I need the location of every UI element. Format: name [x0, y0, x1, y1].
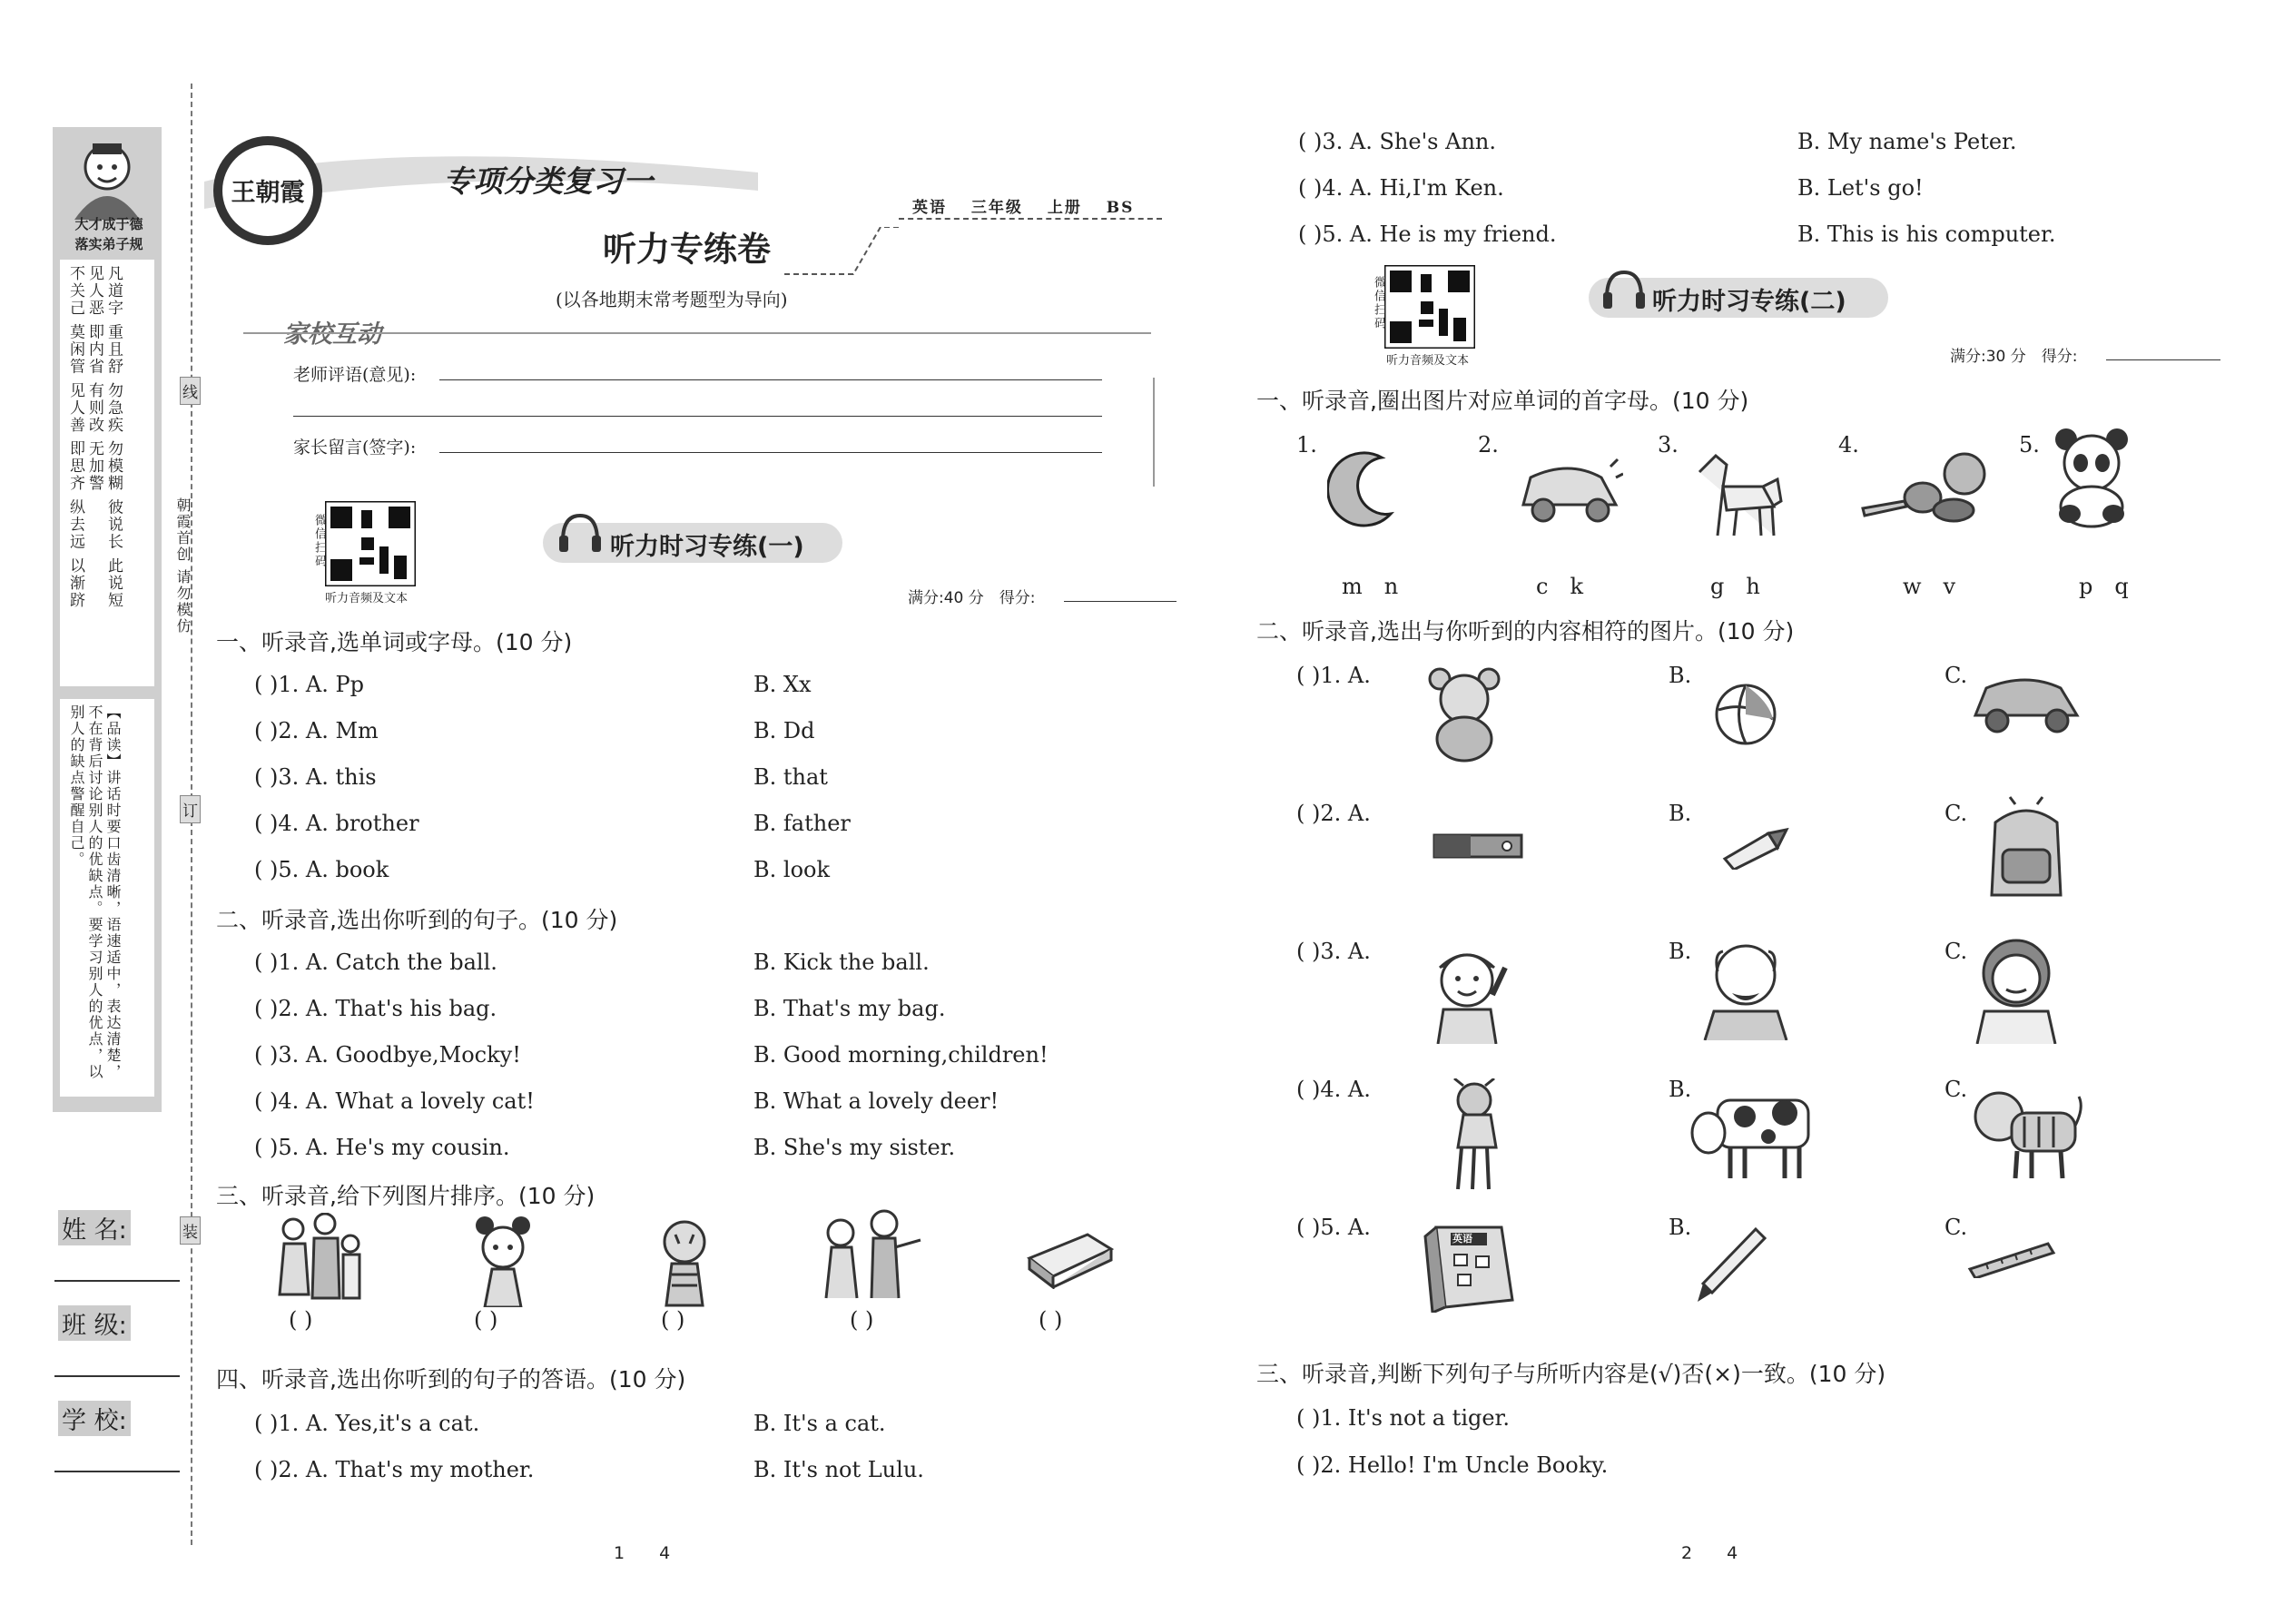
- t1-s1-q1-a[interactable]: ( )1. A. Pp: [254, 672, 364, 697]
- t1-s2-q4-b[interactable]: B. What a lovely deer!: [753, 1088, 999, 1114]
- pencil-icon: [1696, 1225, 1768, 1304]
- t1-s1-q1-b[interactable]: B. Xx: [753, 672, 812, 697]
- t2-sec1-title: 一、听录音,圈出图片对应单词的首字母。(10 分): [1256, 388, 1749, 414]
- page-number-right: 2 4: [1681, 1543, 1738, 1563]
- name-field[interactable]: [54, 1278, 180, 1282]
- t2-s2-row4-b: B.: [1669, 1077, 1692, 1102]
- book-cover-text: 英语: [1452, 1233, 1472, 1245]
- home-school-divider: [243, 332, 1151, 334]
- school-label: 学 校:: [58, 1401, 131, 1436]
- tag-term: 上册: [1047, 199, 1082, 217]
- page-number-left: 1 4: [614, 1543, 671, 1563]
- logo-text: 王朝霞: [231, 179, 305, 207]
- tiger-icon-2: [1966, 1080, 2084, 1182]
- backpack-icon: [1983, 795, 2070, 899]
- t1-s2-q2-a[interactable]: ( )2. A. That's his bag.: [254, 996, 497, 1021]
- fold-mark-ding: 订: [180, 795, 201, 823]
- t2-sec3-title: 三、听录音,判断下列句子与所听内容是(√)否(×)一致。(10 分): [1256, 1361, 1886, 1387]
- t2-s2-row5-label[interactable]: ( )5. A.: [1296, 1215, 1371, 1240]
- t1-s1-q4-b[interactable]: B. father: [753, 811, 851, 836]
- t1-s1-q5-b[interactable]: B. look: [753, 857, 831, 882]
- test1-heading: 听力时习专练(一): [610, 533, 804, 561]
- boys-icon: [804, 1207, 922, 1307]
- car-icon: [1514, 450, 1623, 532]
- t1-s1-q3-b[interactable]: B. that: [753, 764, 828, 790]
- t2-s2-row4-c: C.: [1944, 1077, 1968, 1102]
- t2-s1-num-5: 5.: [2019, 432, 2040, 458]
- boy-icon: [1422, 940, 1512, 1044]
- t1-s4-q2-a[interactable]: ( )2. A. That's my mother.: [254, 1457, 535, 1482]
- t1-s1-q5-a[interactable]: ( )5. A. book: [254, 857, 389, 882]
- motto-text: 凡道字 重且舒 勿急疾 勿模糊 彼说长 此说短 见人恶 即内省 有则改 无加警 不关己 莫闲管 见人善 即思齐 纵去远 以渐跻: [66, 265, 123, 610]
- parent-comment-field[interactable]: [439, 452, 1102, 453]
- side-note: 朝霞首创 请勿模仿: [174, 497, 192, 635]
- subject-tags: [912, 194, 1134, 217]
- horse-icon: [1690, 447, 1790, 541]
- test1-score-field[interactable]: [1064, 601, 1177, 602]
- vegetables-icon: [1859, 443, 1988, 537]
- tag-edition: BS: [1106, 199, 1135, 217]
- pencil-box-icon: [1024, 1222, 1115, 1289]
- fold-mark-xian: 线: [180, 377, 201, 405]
- t1-s2-q1-b[interactable]: B. Kick the ball.: [753, 950, 930, 975]
- test2-score: 满分:30 分 得分:: [1950, 348, 2078, 366]
- t2-s2-row3-b: B.: [1669, 939, 1692, 964]
- t2-s1-letters-5[interactable]: p q: [2079, 574, 2129, 599]
- t2-s3-q1[interactable]: ( )1. It's not a tiger.: [1296, 1405, 1511, 1431]
- t1-sec2-title: 二、听录音,选出你听到的句子。(10 分): [216, 907, 618, 933]
- tiger-icon: [648, 1216, 721, 1307]
- t1-sec1-title: 一、听录音,选单词或字母。(10 分): [216, 629, 573, 655]
- tag-subject: 英语: [912, 199, 947, 217]
- ruler-icon: [1966, 1238, 2057, 1278]
- crayon-icon: [1718, 821, 1790, 870]
- t2-s1-letters-2[interactable]: c k: [1536, 574, 1583, 599]
- test1-score: 满分:40 分 得分:: [908, 589, 1036, 607]
- t2-s2-row3-label[interactable]: ( )3. A.: [1296, 939, 1371, 964]
- name-label: 姓 名:: [58, 1210, 131, 1245]
- home-school-label: 家校互动: [283, 320, 381, 349]
- qr-code-icon[interactable]: [325, 501, 416, 586]
- test2-heading: 听力时习专练(二): [1652, 288, 1846, 316]
- t1-s2-q2-b[interactable]: B. That's my bag.: [753, 996, 946, 1021]
- t1-s4-q3-a[interactable]: ( )3. A. She's Ann.: [1298, 129, 1496, 154]
- qr-label-2: 微信扫码: [1372, 276, 1385, 330]
- t2-s2-row5-c: C.: [1944, 1215, 1968, 1240]
- t2-s1-num-1: 1.: [1296, 432, 1317, 458]
- pindu-text: 【品读】讲话时要口齿清晰，语速适中，表达清楚，不在背后讨论别人的优缺点。要学习别人的优点，以别人的缺点警醒自己。: [68, 704, 122, 1080]
- t1-s4-q1-a[interactable]: ( )1. A. Yes,it's a cat.: [254, 1411, 480, 1436]
- t1-s2-q1-a[interactable]: ( )1. A. Catch the ball.: [254, 950, 497, 975]
- t2-s2-row2-b: B.: [1669, 801, 1692, 826]
- pencil-sharpener-icon: [1431, 826, 1525, 862]
- t1-s4-q5-a[interactable]: ( )5. A. He is my friend.: [1298, 221, 1557, 247]
- t2-s1-num-3: 3.: [1658, 432, 1679, 458]
- grandma-icon: [1966, 935, 2066, 1044]
- teacher-comment-field-2[interactable]: [293, 416, 1102, 417]
- t2-s3-q2[interactable]: ( )2. Hello! I'm Uncle Booky.: [1296, 1452, 1609, 1478]
- teacher-comment-field[interactable]: [439, 379, 1102, 380]
- cow-icon: [1690, 1086, 1814, 1182]
- toy-car-icon: [1970, 666, 2082, 743]
- t1-s4-q5-b[interactable]: B. This is his computer.: [1797, 221, 2056, 247]
- t1-sec4-title: 四、听录音,选出你听到的句子的答语。(10 分): [216, 1366, 686, 1393]
- parent-comment-label: 家长留言(签字):: [293, 438, 417, 458]
- t1-s2-q3-a[interactable]: ( )3. A. Goodbye,Mocky!: [254, 1042, 521, 1068]
- qr-caption-2: 听力音频及文本: [1386, 354, 1470, 368]
- t1-s1-q2-b[interactable]: B. Dd: [753, 718, 815, 743]
- family-icon: [271, 1213, 370, 1307]
- t2-sec2-title: 二、听录音,选出与你听到的内容相符的图片。(10 分): [1256, 618, 1795, 645]
- tag-underline: [899, 218, 1162, 220]
- t2-s2-row1-c: C.: [1944, 663, 1968, 688]
- qr-code-icon-2[interactable]: [1384, 265, 1475, 349]
- motto-title: 大才成于德 落实弟子规: [74, 216, 143, 252]
- t1-s3-blank-4[interactable]: ( ): [850, 1307, 874, 1333]
- home-school-frame: [1117, 378, 1155, 487]
- t1-s4-q4-b[interactable]: B. Let's go!: [1797, 175, 1924, 201]
- girl-icon: [467, 1213, 539, 1307]
- grandpa-icon: [1696, 935, 1796, 1040]
- t2-s2-row4-label[interactable]: ( )4. A.: [1296, 1077, 1371, 1102]
- teddy-bear-icon: [1422, 666, 1507, 763]
- t1-s4-q2-b[interactable]: B. It's not Lulu.: [753, 1457, 924, 1482]
- deer-icon: [1427, 1078, 1514, 1191]
- ball-icon: [1714, 683, 1777, 746]
- t1-s4-q3-b[interactable]: B. My name's Peter.: [1797, 129, 2017, 154]
- t2-s2-row3-c: C.: [1944, 939, 1968, 964]
- fold-mark-zhuang: 装: [180, 1216, 201, 1245]
- tag-connector: [781, 227, 899, 277]
- qr-caption: 听力音频及文本: [325, 592, 409, 605]
- t1-s4-q1-b[interactable]: B. It's a cat.: [753, 1411, 886, 1436]
- t2-s2-row2-c: C.: [1944, 801, 1968, 826]
- t1-s2-q4-a[interactable]: ( )4. A. What a lovely cat!: [254, 1088, 535, 1114]
- school-field[interactable]: [54, 1469, 180, 1472]
- headphones-icon-2: [1600, 265, 1649, 314]
- moon-icon: [1327, 450, 1400, 528]
- qr-label: 微信扫码: [312, 514, 326, 568]
- t1-s2-q3-b[interactable]: B. Good morning,children!: [753, 1042, 1049, 1068]
- t2-s1-letters-1[interactable]: m n: [1342, 574, 1399, 599]
- tag-grade: 三年级: [970, 199, 1023, 217]
- class-label: 班 级:: [58, 1305, 131, 1341]
- page-title: 听力专练卷: [603, 229, 771, 269]
- t1-s3-blank-2[interactable]: ( ): [474, 1307, 498, 1333]
- t2-s1-num-4: 4.: [1838, 432, 1859, 458]
- t2-s1-num-2: 2.: [1478, 432, 1499, 458]
- t2-s2-row5-b: B.: [1669, 1215, 1692, 1240]
- t1-s2-q5-b[interactable]: B. She's my sister.: [753, 1135, 956, 1160]
- t1-s3-blank-1[interactable]: ( ): [289, 1307, 313, 1333]
- t1-s1-q2-a[interactable]: ( )2. A. Mm: [254, 718, 379, 743]
- t1-sec3-title: 三、听录音,给下列图片排序。(10 分): [216, 1183, 596, 1209]
- t1-s1-q4-a[interactable]: ( )4. A. brother: [254, 811, 419, 836]
- series-title: 专项分类复习一: [443, 163, 653, 199]
- mascot-icon: [65, 136, 149, 220]
- t1-s2-q5-a[interactable]: ( )5. A. He's my cousin.: [254, 1135, 510, 1160]
- t2-s1-letters-4[interactable]: w v: [1903, 574, 1956, 599]
- class-field[interactable]: [54, 1373, 180, 1377]
- logo-seal: [213, 136, 322, 245]
- t1-s3-blank-3[interactable]: ( ): [661, 1307, 685, 1333]
- t2-s1-letters-3[interactable]: g h: [1710, 574, 1760, 599]
- t2-s2-row1-label[interactable]: ( )1. A.: [1296, 663, 1371, 688]
- t1-s1-q3-a[interactable]: ( )3. A. this: [254, 764, 377, 790]
- headphones-icon: [556, 508, 605, 557]
- teacher-comment-label: 老师评语(意见):: [293, 365, 417, 385]
- panda-icon: [2048, 427, 2135, 528]
- test2-score-field[interactable]: [2106, 359, 2220, 360]
- t2-s2-row2-label[interactable]: ( )2. A.: [1296, 801, 1371, 826]
- t1-s4-q4-a[interactable]: ( )4. A. Hi,I'm Ken.: [1298, 175, 1504, 201]
- t1-s3-blank-5[interactable]: ( ): [1039, 1307, 1063, 1333]
- t2-s2-row1-b: B.: [1669, 663, 1692, 688]
- page-subtitle: (以各地期末常考题型为导向): [556, 289, 788, 310]
